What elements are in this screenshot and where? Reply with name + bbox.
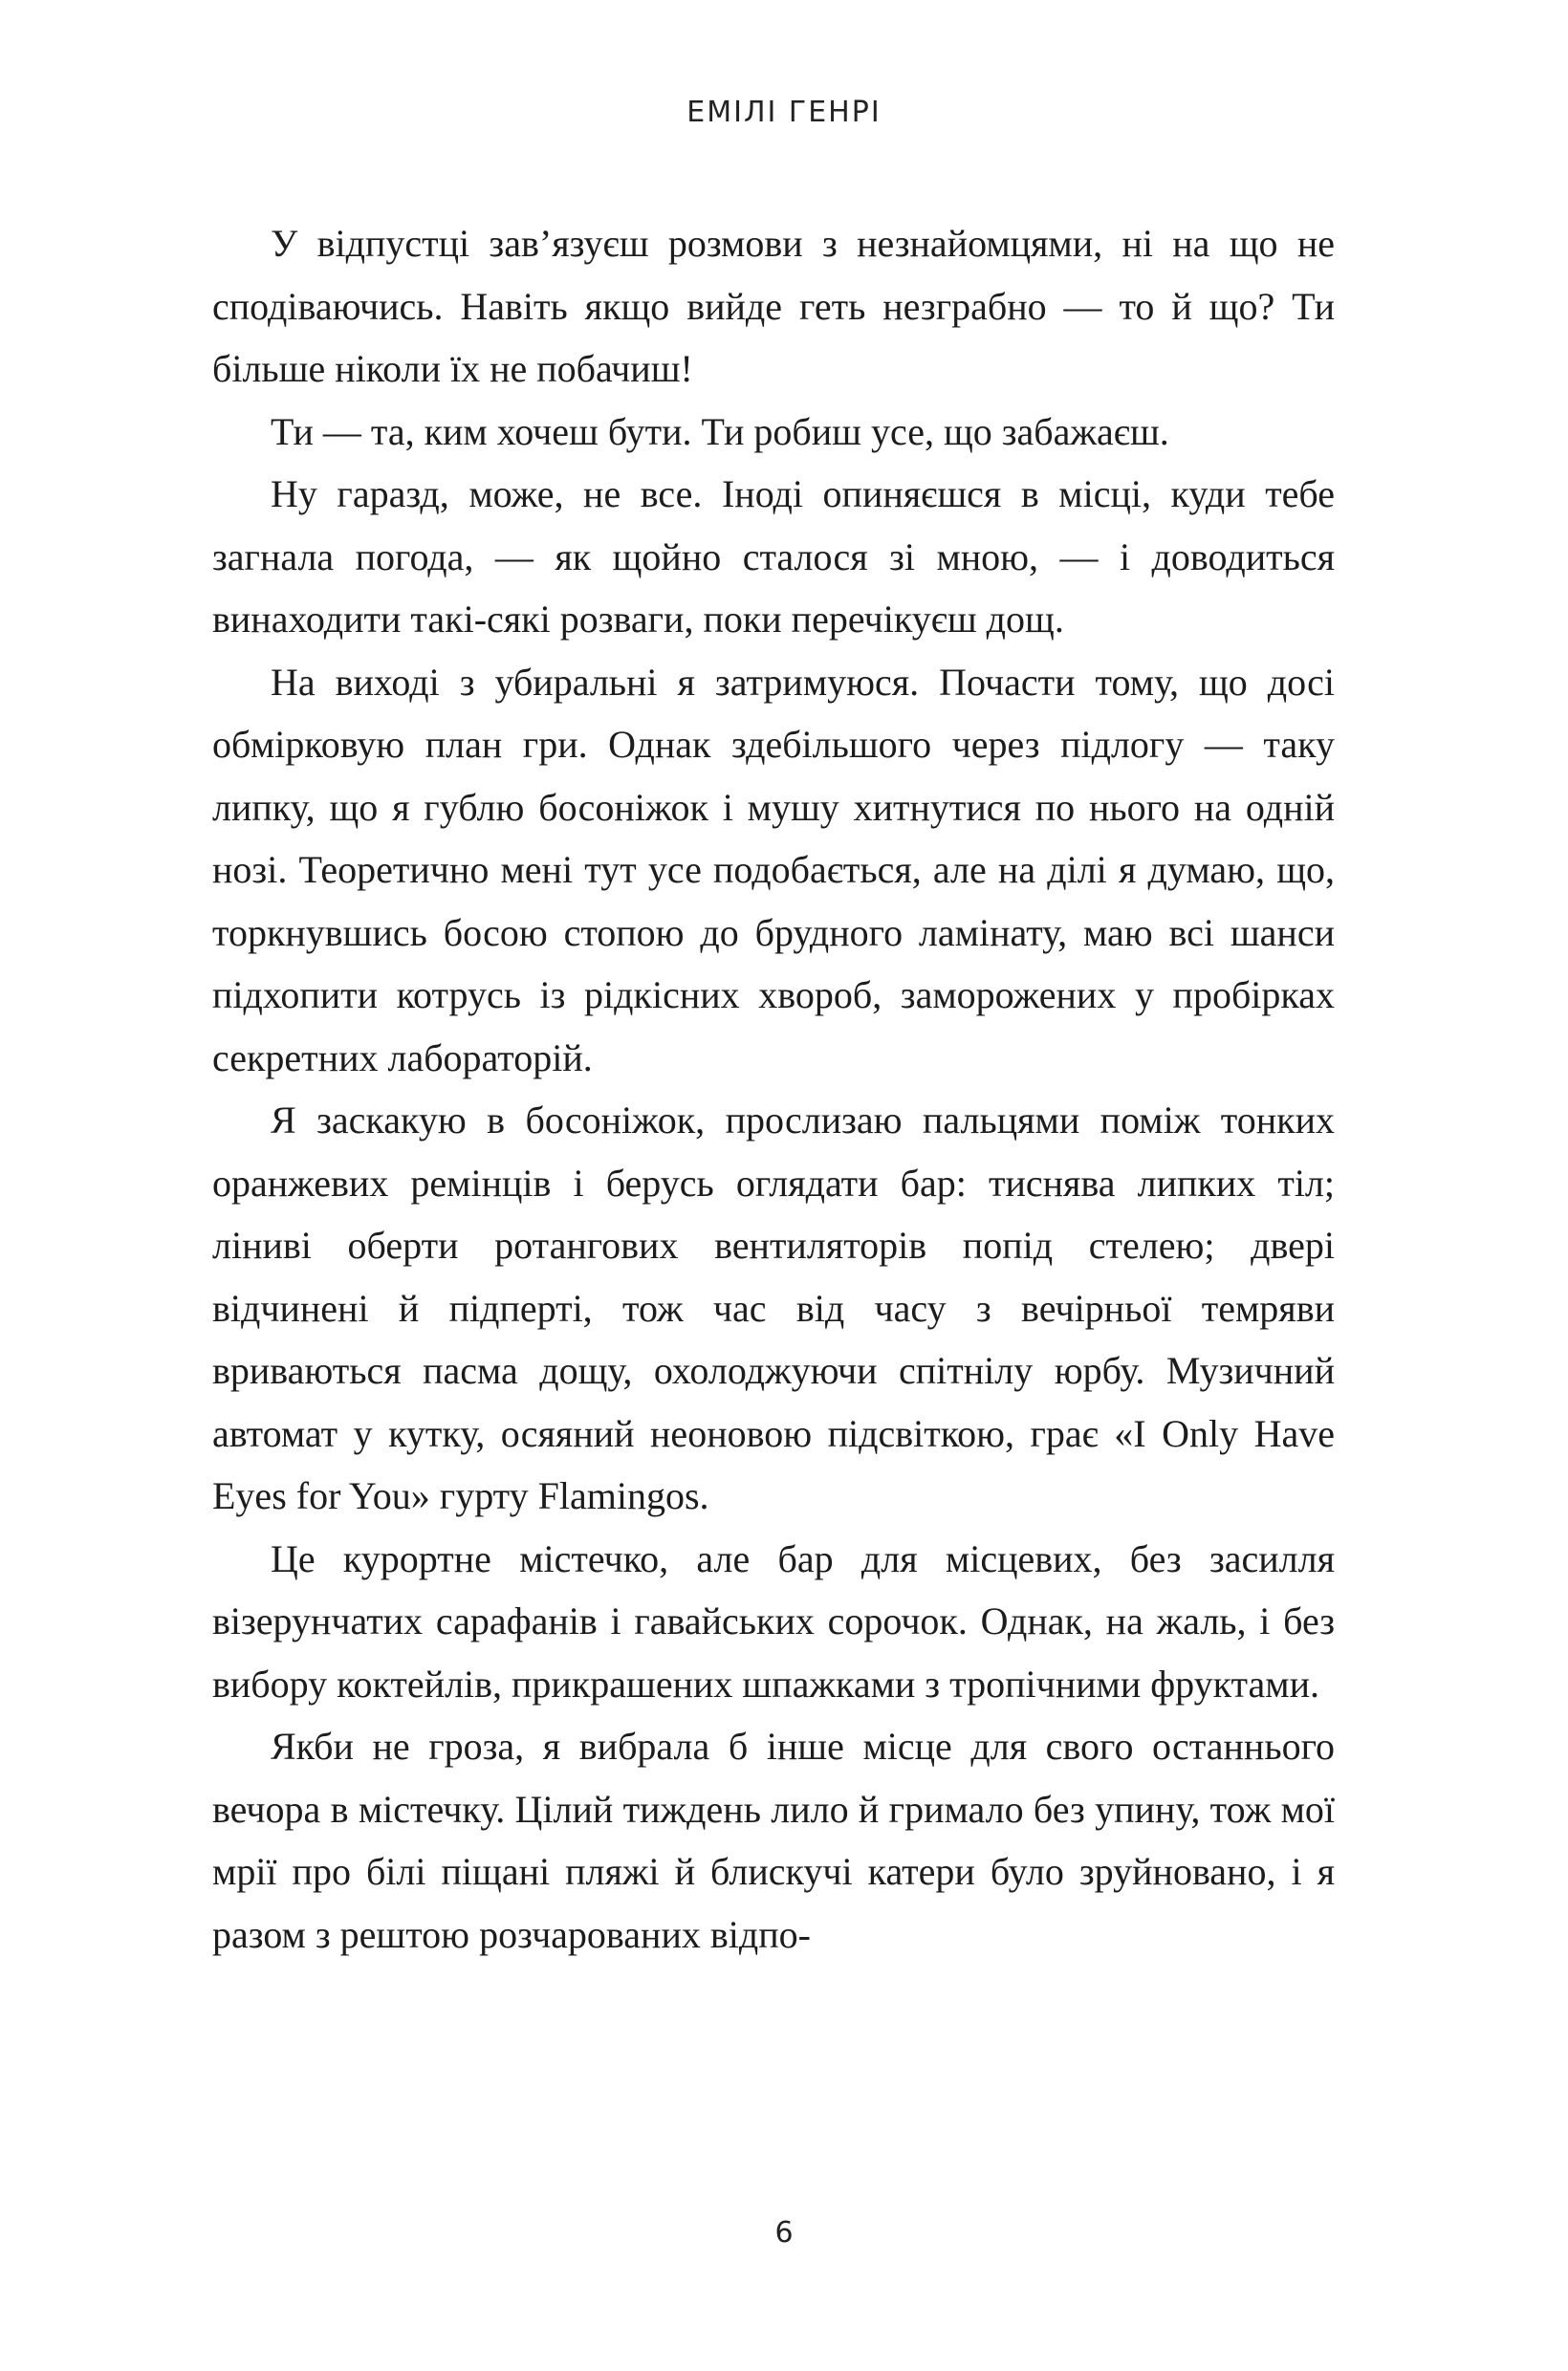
paragraph-1: У відпустці зав’язуєш розмови з незнайомцями, ні на що не сподіваючись. Навіть якщо вийде геть незграбно — то й що? Ти більше ніколи їх не побачиш! — [212, 222, 1335, 390]
running-head-author: ЕМІЛІ ГЕНРІ — [686, 96, 882, 129]
body-text — [212, 212, 1335, 1966]
paragraph-6: Це курортне містечко, але бар для місцевих, без засилля візерунчатих сарафанів і гавайських сорочок. Однак, на жаль, і без вибору коктейлів, прикрашених шпажками з тропічними фруктами. — [212, 1536, 1335, 1706]
paragraph-2: Ти — та, ким хочеш бути. Ти робиш усе, що забажаєш. — [271, 409, 1169, 453]
page-number: 6 — [774, 2216, 794, 2250]
paragraph-4: На виході з убиральні я затримуюся. Почасти тому, що досі обмірковую план гри. Однак здебільшого через підлогу — таку липку, що я гублю босоніжок і мушу хитнутися по нього на одній нозі. Теоретично мені тут усе подобається, але на ділі я думаю, що, торкнувшись босою стопою до брудного ламінату, маю всі шанси підхопити котрусь із рідкісних хвороб, заморожених у пробірках секретних лабораторій. — [212, 660, 1335, 1079]
paragraph-3: Ну гаразд, може, не все. Іноді опиняєшся в місці, куди тебе загнала погода, — як щойно сталося зі мною, — і доводиться винаходити такі-сякі розваги, поки перечікуєш дощ. — [212, 472, 1335, 641]
paragraph-7: Якби не гроза, я вибрала б інше місце для свого останнього вечора в містечку. Цілий тиждень лило й гримало без упину, тож мої мрії про білі піщані пляжі й блискучі катери було зруйновано, і я разом з рештою розчарованих відпо- — [212, 1725, 1335, 1956]
paragraph-5: Я заскакую в босоніжок, прослизаю пальцями поміж тонких оранжевих ремінців і берусь оглядати бар: тиснява липких тіл; ліниві оберти ротангових вентиляторів попід стелею; двері відчинені й підперті, тож час від часу з вечірньої темряви вриваються пасма дощу, охолоджуючи спітнілу юрбу. Музичний автомат у кутку, осяяний неоновою підсвіткою, грає «I Only Have Eyes for You» гурту Flamingos. — [212, 1098, 1335, 1517]
